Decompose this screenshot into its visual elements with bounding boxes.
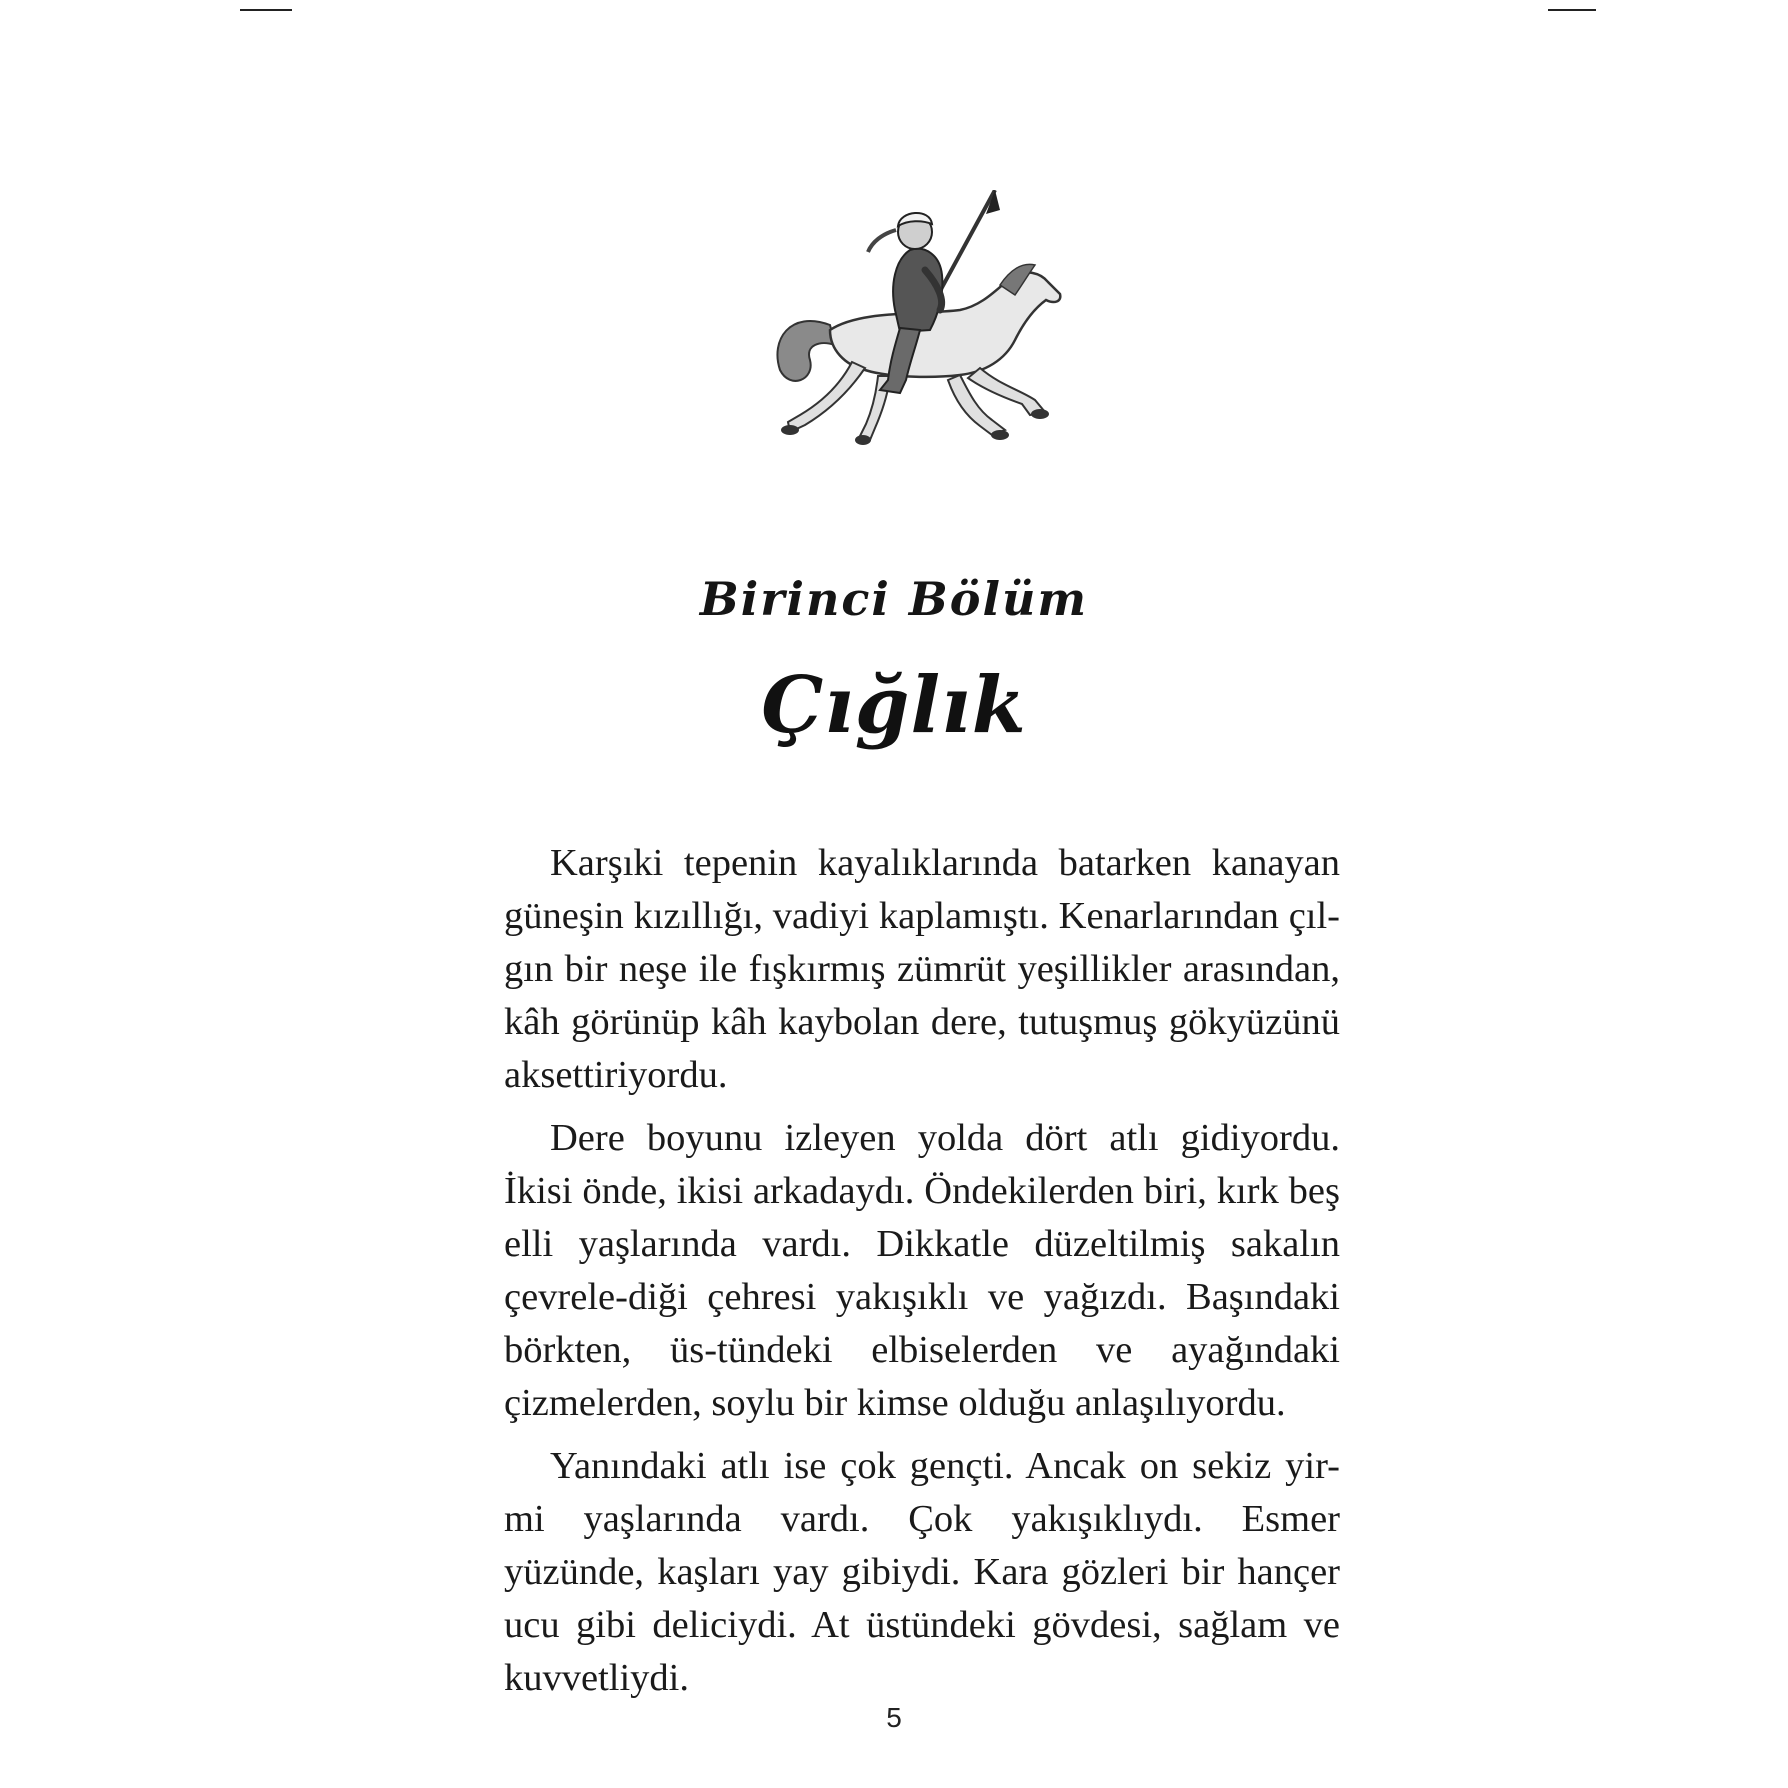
crop-mark-right — [1548, 9, 1596, 11]
page-number: 5 — [886, 1702, 902, 1733]
chapter-title: Çığlık — [761, 660, 1027, 751]
body-text — [504, 837, 1340, 1715]
paragraph: Yanındaki atlı ise çok gençti. Ancak on sekiz yir-mi yaşlarında vardı. Çok yakışıklıydı. Esmer yüzünde, kaşları yay gibiydi. Kara gözleri bir hançer ucu gibi deliciydi. At üstündeki gövdesi, sağlam ve kuvvetliydi. — [504, 1445, 1340, 1699]
crop-mark-left — [240, 9, 292, 11]
paragraph: Dere boyunu izleyen yolda dört atlı gidiyordu. İkisi önde, ikisi arkadaydı. Öndekilerden biri, kırk beş elli yaşlarında vardı. Dikkatle düzeltilmiş sakalın çevrele-diği çehresi yakışıklı ve yağızdı. Başındaki börkten, üs-tündeki elbiselerden ve ayağındaki çizmelerden, soylu bir kimse olduğu anlaşılıyordu. — [504, 1117, 1340, 1424]
paragraph: Karşıki tepenin kayalıklarında batarken kanayan güneşin kızıllığı, vadiyi kaplamıştı. Kenarlarından çıl-gın bir neşe ile fışkırmış zümrüt yeşillikler arasından, kâh görünüp kâh kaybolan dere, tutuşmuş gökyüzünü aksettiriyordu. — [504, 842, 1340, 1096]
horseman-with-spear-icon — [760, 190, 1070, 470]
chapter-label: Birinci Bölüm — [699, 572, 1089, 626]
